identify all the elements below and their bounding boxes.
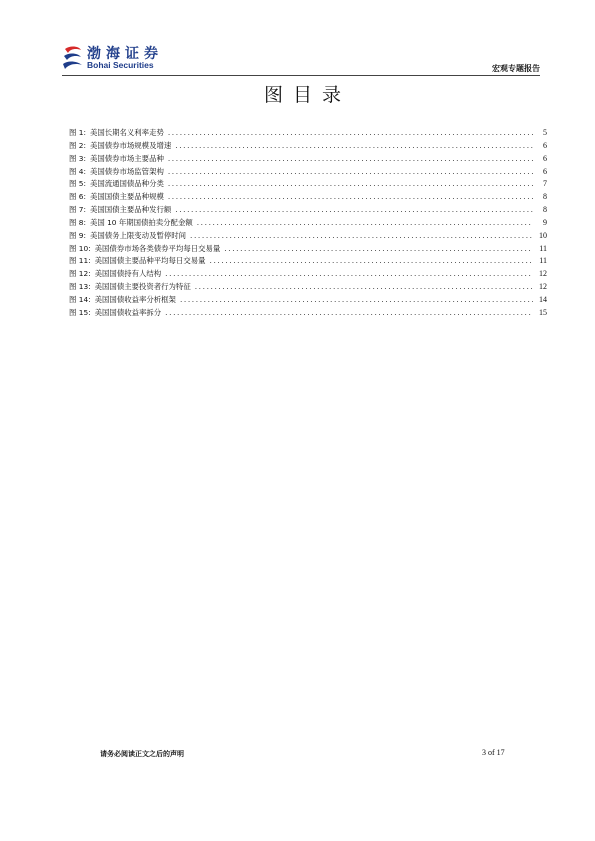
toc-entry-page: 11	[539, 256, 547, 266]
toc-entry-page: 6	[543, 166, 547, 176]
toc-entry-page: 5	[543, 128, 547, 137]
toc-entry-label: 图 1:	[69, 128, 86, 137]
toc-entry-label: 图 2:	[69, 140, 86, 150]
toc-entry-title: 美国国债主要品种平均每日交易量	[94, 256, 206, 266]
toc-entry[interactable]	[69, 166, 547, 179]
toc-entry-label: 图 6:	[69, 192, 86, 202]
toc-entry-title: 美国流通国债品种分类	[89, 179, 164, 189]
toc-dot-leader	[195, 282, 533, 291]
toc-dot-leader	[190, 231, 533, 240]
toc-entry[interactable]	[69, 307, 547, 320]
toc-entry[interactable]	[69, 217, 547, 230]
toc-dot-leader	[168, 154, 533, 163]
company-logo	[62, 44, 202, 72]
logo-chinese-name: 渤海证券	[87, 46, 163, 62]
toc-entry-title: 美国国债收益率拆分	[94, 307, 162, 317]
toc-entry[interactable]	[69, 294, 547, 307]
toc-entry-page: 10	[539, 230, 547, 240]
footer-disclaimer: 请务必阅读正文之后的声明	[100, 750, 184, 758]
toc-entry-page: 7	[543, 179, 547, 189]
toc-dot-leader	[168, 192, 533, 201]
page-title: 图目录	[263, 84, 351, 106]
report-type-label: 宏观专题报告	[492, 64, 540, 73]
toc-entry-label: 图 14:	[69, 294, 91, 304]
toc-entry[interactable]	[69, 140, 547, 153]
footer-page-number: 3 of 17	[482, 748, 505, 757]
toc-entry-title: 美国长期名义利率走势	[89, 128, 164, 137]
toc-dot-leader	[175, 205, 533, 214]
toc-dot-leader	[180, 295, 533, 304]
toc-entry[interactable]	[69, 230, 547, 243]
toc-entry-title: 美国国债收益率分析框架	[94, 294, 176, 304]
toc-dot-leader	[224, 244, 533, 253]
toc-dot-leader	[197, 218, 533, 227]
toc-entry-title: 美国国债主要品种发行额	[89, 205, 172, 215]
toc-dot-leader	[168, 128, 533, 137]
toc-entry-title: 美国国债主要投资者行为特征	[94, 282, 191, 292]
toc-entry[interactable]	[69, 204, 547, 217]
toc-entry[interactable]	[69, 255, 547, 268]
toc-entry[interactable]	[69, 243, 547, 256]
toc-entry-title: 美国债券市场主要品种	[89, 153, 164, 163]
toc-entry-label: 图 5:	[69, 179, 86, 189]
toc-entry[interactable]	[69, 127, 547, 140]
toc-entry-title: 美国国债主要品种规模	[89, 192, 164, 202]
toc-entry-page: 6	[543, 153, 547, 163]
toc-entry-label: 图 12:	[69, 269, 91, 279]
page-header	[62, 44, 540, 76]
toc-entry-title: 美国债券市场规模及增速	[89, 140, 172, 150]
toc-entry-label: 图 8:	[69, 217, 86, 227]
toc-dot-leader	[165, 269, 533, 278]
toc-entry-page: 15	[539, 307, 547, 317]
toc-entry-label: 图 11:	[69, 256, 91, 266]
toc-entry-label: 图 10:	[69, 243, 91, 253]
toc-entry-label: 图 4:	[69, 166, 86, 176]
toc-dot-leader	[168, 167, 533, 176]
toc-entry-page: 9	[543, 217, 547, 227]
toc-entry-title: 美国债务上限变动及暂停时间	[89, 230, 187, 240]
toc-entry-title: 美国债券市场各类债券平均每日交易量	[94, 243, 221, 253]
toc-dot-leader	[168, 179, 533, 188]
toc-entry-page: 8	[543, 192, 547, 202]
toc-dot-leader	[165, 308, 533, 317]
toc-entry[interactable]	[69, 178, 547, 191]
toc-entry-page: 6	[543, 140, 547, 150]
header-divider	[62, 75, 540, 76]
toc-entry-title: 美国债券市场监管架构	[89, 166, 164, 176]
toc-entry-label: 图 13:	[69, 282, 91, 292]
toc-entry-page: 14	[539, 294, 547, 304]
toc-dot-leader	[210, 256, 533, 265]
toc-entry[interactable]	[69, 281, 547, 294]
table-of-figures	[69, 127, 547, 320]
toc-entry-page: 11	[539, 243, 547, 253]
toc-entry[interactable]	[69, 268, 547, 281]
toc-entry-label: 图 9:	[69, 230, 86, 240]
bohai-logo-icon	[62, 45, 84, 71]
toc-entry-label: 图 7:	[69, 205, 86, 215]
toc-entry[interactable]	[69, 191, 547, 204]
toc-entry-label: 图 15:	[69, 307, 91, 317]
toc-entry[interactable]	[69, 153, 547, 166]
logo-english-name: Bohai Securities	[87, 60, 154, 70]
toc-entry-title: 美国 10 年期国债拍卖分配金额	[89, 217, 193, 227]
toc-dot-leader	[175, 141, 533, 150]
toc-entry-title: 美国国债持有人结构	[94, 269, 162, 279]
toc-entry-page: 8	[543, 205, 547, 215]
toc-entry-label: 图 3:	[69, 153, 86, 163]
toc-entry-page: 12	[539, 282, 547, 292]
toc-entry-page: 12	[539, 269, 547, 279]
